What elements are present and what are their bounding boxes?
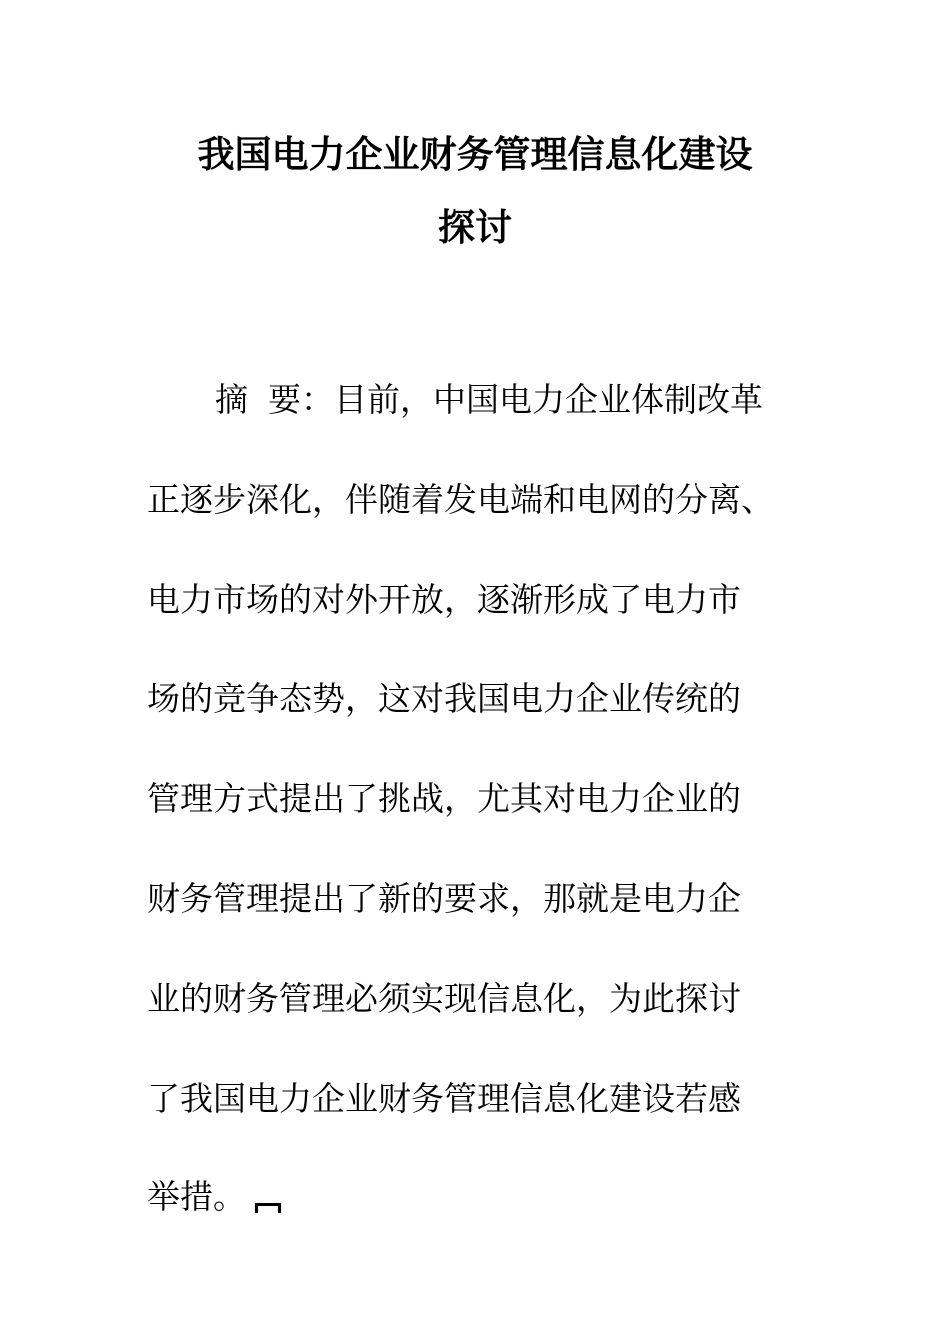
abstract-label-part-2: 要： (268, 380, 334, 419)
abstract-label-part-1: 摘 (215, 380, 248, 419)
abstract-text-line: 财务管理提出了新的要求，那就是电力企 (147, 879, 741, 918)
abstract-text-line: 场的竞争态势，这对我国电力企业传统的 (147, 679, 741, 718)
abstract-text-line: 业的财务管理必须实现信息化，为此探讨 (147, 979, 741, 1018)
document-title-line-1: 我国电力企业财务管理信息化建设 (197, 132, 753, 176)
abstract-text-line: 正逐步深化，伴随着发电端和电网的分离、 (147, 480, 774, 519)
abstract-first-line (215, 380, 763, 420)
document-title-line-2: 探讨 (438, 205, 512, 249)
abstract-text-line: 电力市场的对外开放，逐渐形成了电力市 (147, 580, 741, 619)
abstract-text-line: 举措。 (147, 1177, 246, 1216)
abstract-text-line: 了我国电力企业财务管理信息化建设若感 (147, 1079, 741, 1118)
text-cursor-mark (255, 1203, 281, 1213)
abstract-text-line: 目前，中国电力企业体制改革 (334, 380, 763, 419)
abstract-text-line: 管理方式提出了挑战，尤其对电力企业的 (147, 779, 741, 818)
